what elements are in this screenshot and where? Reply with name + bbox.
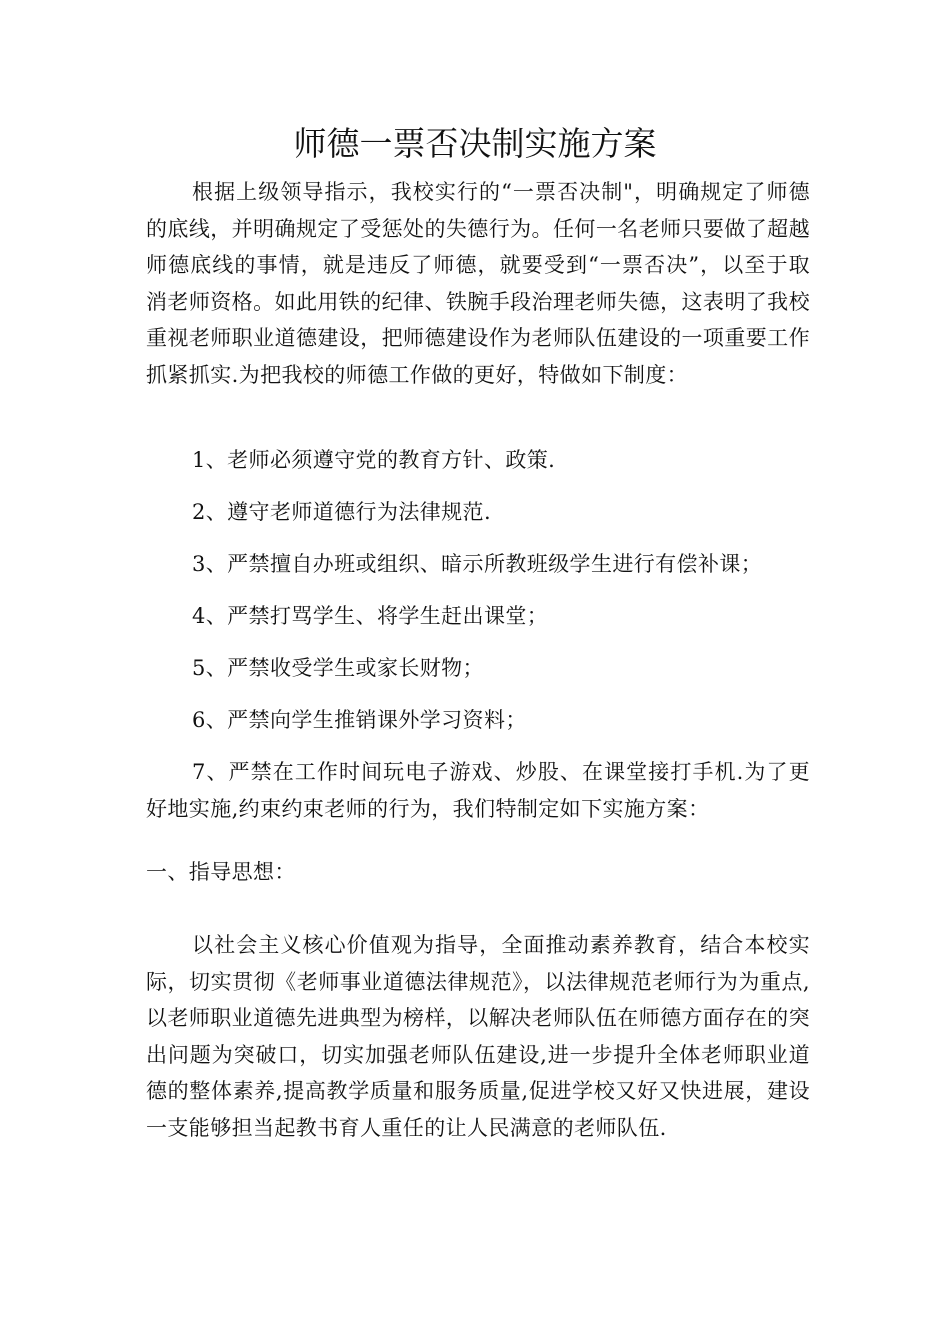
section-paragraph: 以社会主义核心价值观为指导，全面推动素养教育，结合本校实际，切实贯彻《老师事业道德法律规范》，以法律规范老师行为为重点,以老师职业道德先进典型为榜样，以解决老师队伍在师德方面存在的突出问题为突破口，切实加强老师队伍建设,进一步提升全体老师职业道德的整体素养,提高教学质量和服务质量,促进学校又好又快进展，建设一支能够担当起教书育人重任的让人民满意的老师队伍. — [146, 933, 810, 1140]
rule-item-6: 6、严禁向学生推销课外学习资料； — [192, 708, 527, 732]
rule-item-5: 5、严禁收受学生或家长财物； — [192, 656, 484, 680]
rule-item-7: 7、严禁在工作时间玩电子游戏、炒股、在课堂接打手机.为了更好地实施,约束约束老师的行为，我们特制定如下实施方案： — [146, 760, 810, 821]
intro-paragraph: 根据上级领导指示，我校实行的“一票否决制"，明确规定了师德的底线，并明确规定了受惩处的失德行为。任何一名老师只要做了超越师德底线的事情，就是违反了师德，就要受到“一票否决”，以至于取消老师资格。如此用铁的纪律、铁腕手段治理老师失德，这表明了我校重视老师职业道德建设，把师德建设作为老师队伍建设的一项重要工作抓紧抓实.为把我校的师德工作做的更好，特做如下制度： — [146, 180, 810, 387]
rule-item-1: 1、老师必须遵守党的教育方针、政策. — [192, 448, 556, 472]
rule-item-4: 4、严禁打骂学生、将学生赶出课堂； — [192, 604, 549, 628]
rule-item-3: 3、严禁擅自办班或组织、暗示所教班级学生进行有偿补课； — [192, 552, 763, 576]
section-heading: 一、指导思想： — [146, 860, 296, 884]
rule-item-2: 2、遵守老师道德行为法律规范. — [192, 500, 492, 524]
page-title: 师德一票否决制实施方案 — [293, 124, 657, 163]
